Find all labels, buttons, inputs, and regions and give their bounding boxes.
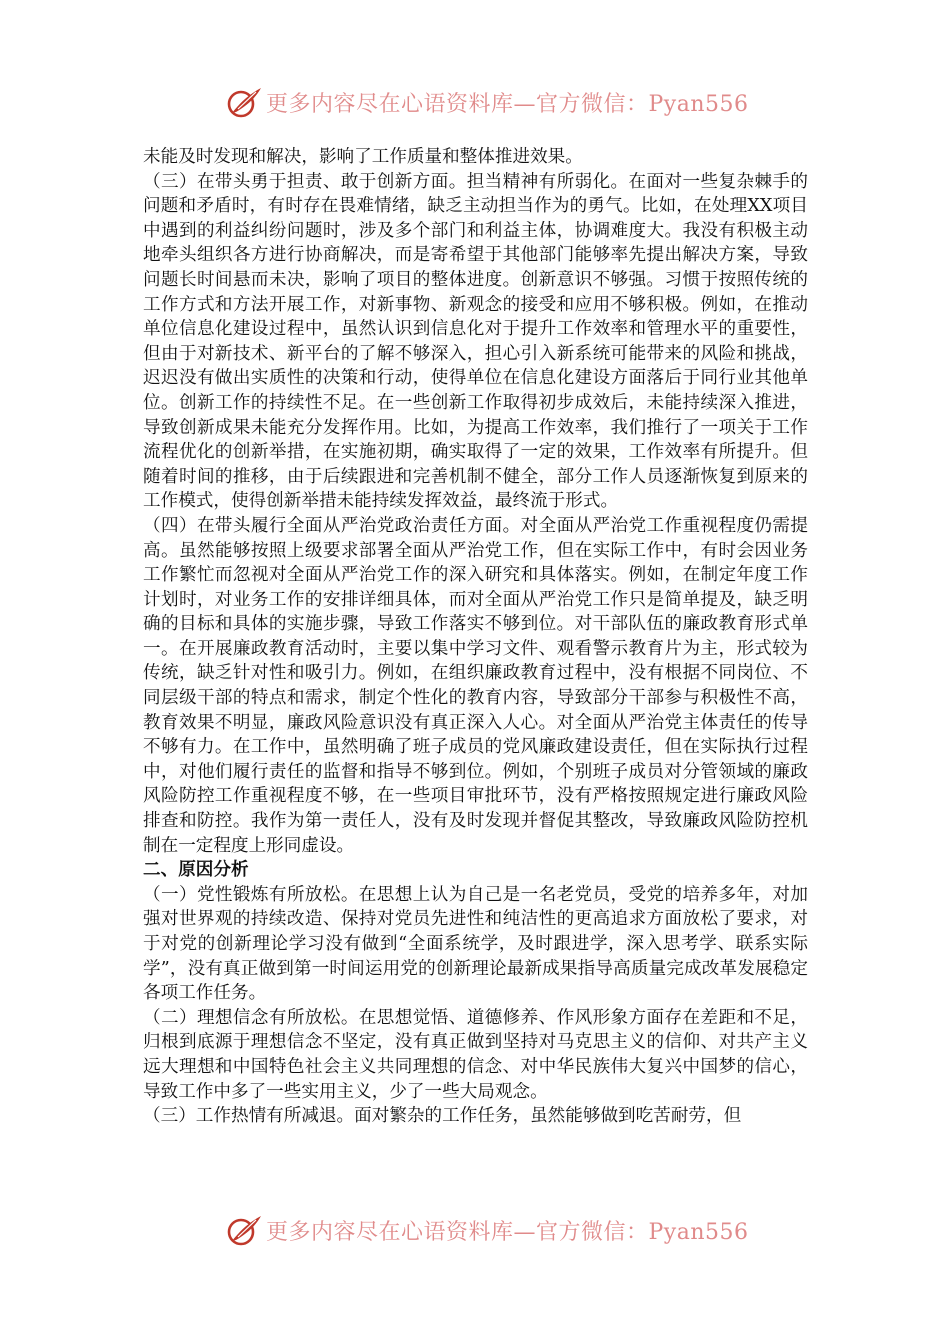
paragraph: （二）理想信念有所放松。在思想觉悟、道德修养、作风形象方面存在差距和不足，归根到底源于理想信念不坚定，没有真正做到坚持对马克思主义的信仰、对共产主义远大理想和中国特色社会主义共同理想的信念、对中华民族伟大复兴中国梦的信心，导致工作中多了一些实用主义，少了一些大局观念。	[143, 1007, 808, 1102]
paragraph: （三）工作热情有所减退。面对繁杂的工作任务，虽然能够做到吃苦耐劳，但	[143, 1106, 742, 1127]
paragraph: （一）党性锻炼有所放松。在思想上认为自己是一名老党员，受党的培养多年，对加强对世界观的持续改造、保持对党员先进性和纯洁性的更高追求方面放松了要求，对于对党的创新理论学习没有做到“全面系统学，及时跟进学，深入思考学、联系实际学”，没有真正做到第一时间运用党的创新理论最新成果指导高质量完成改革发展稳定各项工作任务。	[143, 884, 808, 1004]
header-watermark-banner	[0, 84, 950, 120]
watermark-text: 更多内容尽在心语资料库—官方微信：Pyan556	[266, 1219, 749, 1245]
paragraph: 未能及时发现和解决，影响了工作质量和整体推进效果。	[143, 147, 583, 167]
watermark-text: 更多内容尽在心语资料库—官方微信：Pyan556	[266, 91, 749, 117]
quill-logo-icon	[226, 1213, 264, 1247]
section-heading: 二、原因分析	[143, 859, 249, 881]
paragraph: （三）在带头勇于担责、敢于创新方面。担当精神有所弱化。在面对一些复杂棘手的问题和矛盾时，有时存在畏难情绪，缺乏主动担当作为的勇气。比如，在处理XX项目中遇到的利益纠纷问题时，涉及多个部门和利益主体，协调难度大。我没有积极主动地牵头组织各方进行协商解决，而是寄希望于其他部门能够率先提出解决方案，导致问题长时间悬而未决，影响了项目的整体进度。创新意识不够强。习惯于按照传统的工作方式和方法开展工作，对新事物、新观念的接受和应用不够积极。例如，在推动单位信息化建设过程中，虽然认识到信息化对于提升工作效率和管理水平的重要性，但由于对新技术、新平台的了解不够深入，担心引入新系统可能带来的风险和挑战，迟迟没有做出实质性的决策和行动，使得单位在信息化建设方面落后于同行业其他单位。创新工作的持续性不足。在一些创新工作取得初步成效后，未能持续深入推进，导致创新成果未能充分发挥作用。比如，为提高工作效率，我们推行了一项关于工作流程优化的创新举措，在实施初期，确实取得了一定的效果，工作效率有所提升。但随着时间的推移，由于后续跟进和完善机制不健全，部分工作人员逐渐恢复到原来的工作模式，使得创新举措未能持续发挥效益，最终流于形式。	[143, 171, 808, 512]
footer-watermark-banner	[0, 1212, 950, 1248]
quill-logo-icon	[226, 85, 264, 119]
paragraph: （四）在带头履行全面从严治党政治责任方面。对全面从严治党工作重视程度仍需提高。虽然能够按照上级要求部署全面从严治党工作，但在实际工作中，有时会因业务工作繁忙而忽视对全面从严治党工作的深入研究和具体落实。例如，在制定年度工作计划时，对业务工作的安排详细具体，而对全面从严治党工作只是简单提及，缺乏明确的目标和具体的实施步骤，导致工作落实不够到位。对干部队伍的廉政教育形式单一。在开展廉政教育活动时，主要以集中学习文件、观看警示教育片为主，形式较为传统，缺乏针对性和吸引力。例如，在组织廉政教育过程中，没有根据不同岗位、不同层级干部的特点和需求，制定个性化的教育内容，导致部分干部参与积极性不高，教育效果不明显，廉政风险意识没有真正深入人心。对全面从严治党主体责任的传导不够有力。在工作中，虽然明确了班子成员的党风廉政建设责任，但在实际执行过程中，对他们履行责任的监督和指导不够到位。例如，个别班子成员对分管领域的廉政风险防控工作重视程度不够，在一些项目审批环节，没有严格按照规定进行廉政风险排查和防控。我作为第一责任人，没有及时发现并督促其整改，导致廉政风险防控机制在一定程度上形同虚设。	[143, 515, 808, 856]
document-body	[143, 145, 808, 1129]
